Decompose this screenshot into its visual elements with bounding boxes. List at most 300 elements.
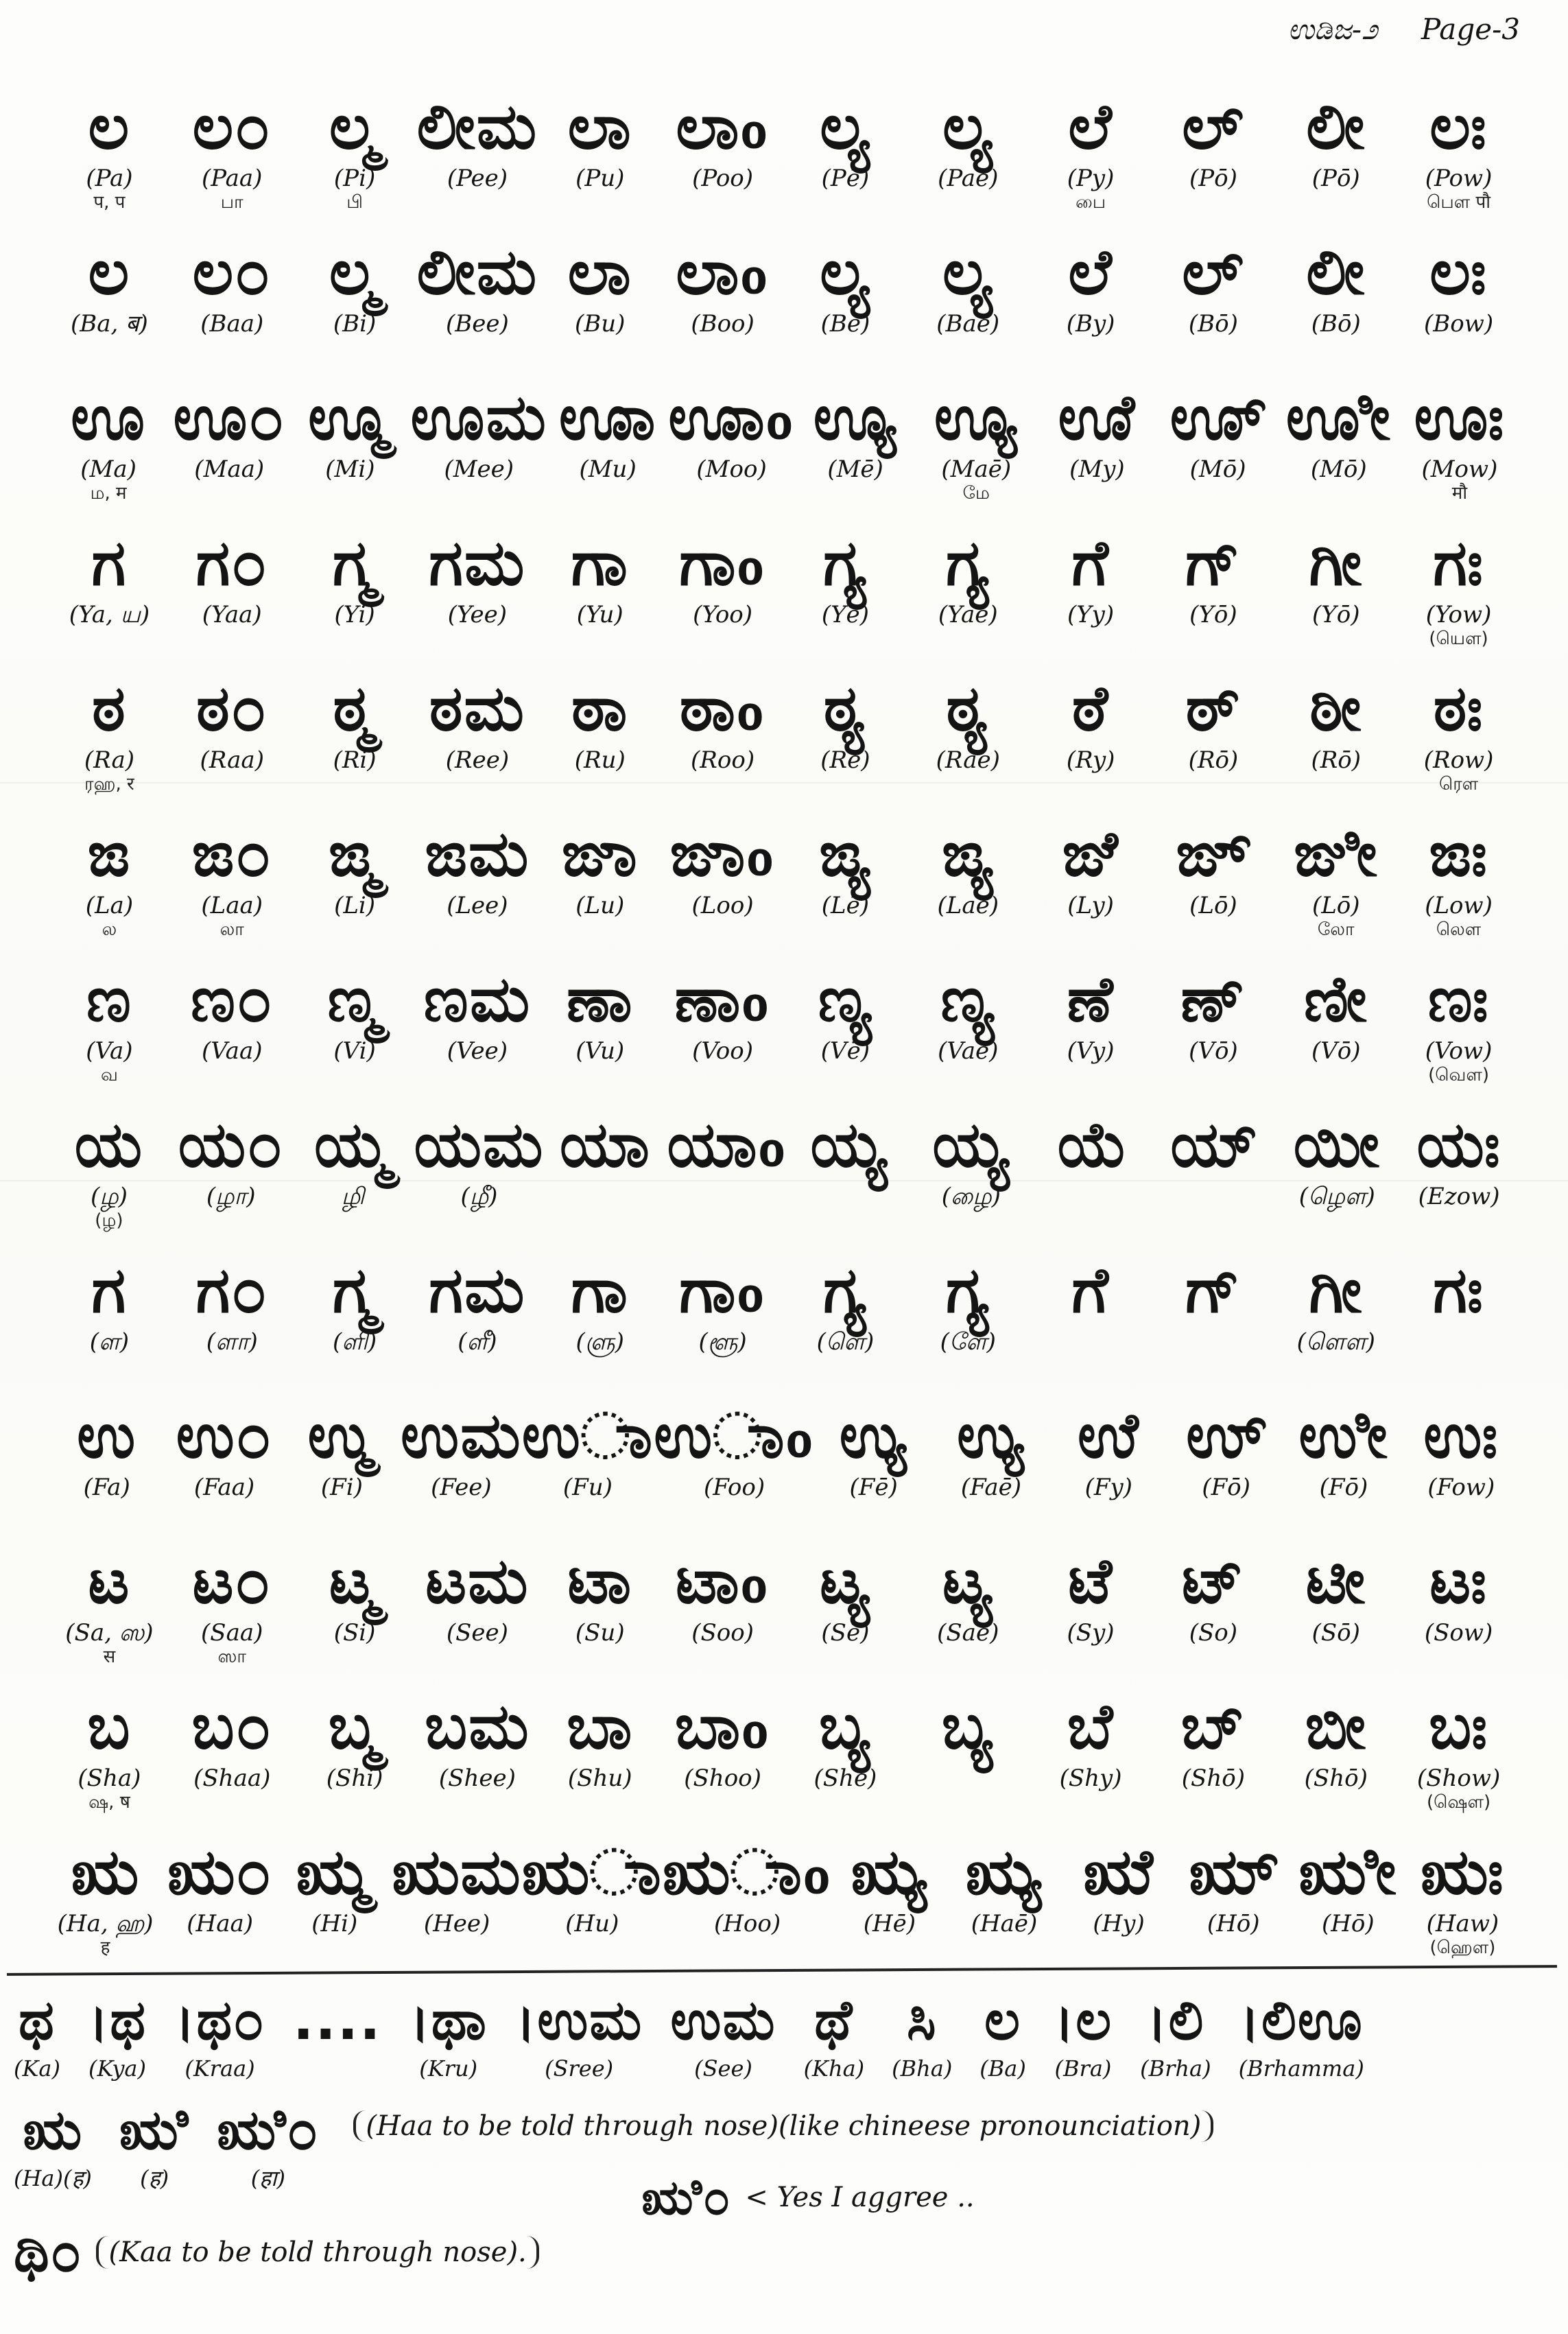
syllable-label: (Pō): [1311, 165, 1360, 192]
syllable-cell: [171, 816, 294, 962]
syllable-label: (Show): [1416, 1765, 1501, 1792]
syllable-cell: [1157, 380, 1278, 526]
syllable-label: (Ba, ब): [71, 310, 148, 338]
syllable-glyph: ಬ: [87, 1690, 132, 1763]
syllable-label: (Shē): [813, 1765, 877, 1792]
syllable-label: (Pē): [821, 165, 870, 192]
syllable-label: (Vō): [1311, 1037, 1361, 1065]
conjunct-cell: [14, 2096, 92, 2192]
syllable-cell: [1030, 962, 1152, 1107]
syllable-label: (Mō): [1310, 456, 1367, 483]
syllable-glyph: ಊ೦: [173, 381, 285, 454]
syllable-glyph: ಠ್ಮ: [333, 672, 377, 745]
syllable-cell: [1397, 671, 1520, 816]
syllable-label: (Bō): [1188, 310, 1238, 338]
syllable-cell: [294, 1689, 416, 1835]
syllable-cell: [784, 89, 907, 235]
syllable-glyph: ಲ: [88, 235, 131, 309]
syllable-cell: [289, 380, 410, 526]
syllable-glyph: ಉ್ಮ: [307, 1399, 377, 1472]
syllable-cell: [661, 816, 784, 962]
conjunct-label: (Brhamma): [1238, 2055, 1364, 2082]
syllable-cell: [171, 89, 294, 235]
syllable-label: (Lō): [1311, 892, 1360, 919]
syllable-label: (Pow): [1425, 165, 1493, 192]
syllable-label: (Bi): [333, 310, 377, 338]
conjunct-label: (See): [694, 2055, 752, 2082]
syllable-glyph: ಋಾ₀: [662, 1835, 833, 1909]
syllable-annotation: (ழ): [95, 1210, 123, 1231]
syllable-cell: [171, 526, 294, 671]
syllable-label: (Shy): [1059, 1765, 1122, 1792]
syllable-annotation: स: [103, 1647, 116, 1667]
syllable-glyph: ಋ೦: [167, 1835, 273, 1909]
page-number: Page-3: [1421, 12, 1520, 46]
syllable-label: (Yee): [447, 601, 508, 628]
syllable-row: [48, 526, 1520, 671]
syllable-label: (ளௌ): [1296, 1328, 1375, 1356]
conjunct-glyph: ।ಥ೦: [174, 1988, 265, 2052]
syllable-label: (ளீ): [458, 1328, 497, 1356]
syllable-label: (Ra): [84, 746, 134, 774]
syllable-annotation: ரஹ, र: [84, 774, 134, 794]
syllable-glyph: ಠ: [92, 672, 127, 745]
syllable-label: (Poo): [692, 165, 754, 192]
syllable-label: (Shee): [438, 1765, 516, 1792]
syllable-glyph: ಊ್ಯ: [813, 381, 898, 454]
syllable-label: (Ya, ய): [69, 601, 150, 628]
syllable-glyph: ಉಾ₀: [654, 1399, 815, 1472]
syllable-glyph: ಊ್: [1169, 381, 1266, 454]
syllable-cell: [784, 526, 907, 671]
syllable-label: (Shō): [1181, 1765, 1245, 1792]
syllable-cell: [522, 1398, 654, 1544]
syllable-label: (Pō): [1189, 165, 1237, 192]
conjunct-cell: [1239, 1986, 1364, 2082]
syllable-annotation: பா: [220, 192, 243, 213]
syllable-cell: [663, 1835, 832, 1980]
conjunct-label: (Ha)(ह): [14, 2165, 92, 2191]
syllable-label: (Yy): [1067, 601, 1115, 628]
syllable-label: (Roo): [691, 746, 755, 774]
syllable-cell: [1167, 1398, 1285, 1544]
syllable-glyph: ಠೆ: [1071, 672, 1110, 745]
conjunct-cell: [217, 2096, 319, 2192]
syllable-cell: [294, 671, 416, 816]
syllable-glyph: ಲ್: [1182, 90, 1245, 163]
syllable-glyph: ಟೆ: [1068, 1544, 1114, 1618]
syllable-glyph: ಲೆ: [1068, 235, 1113, 309]
syllable-glyph: ಣಮ: [423, 963, 532, 1036]
conjunct-cell: [979, 1986, 1026, 2082]
syllable-cell: [1397, 816, 1520, 962]
syllable-label: (Lō): [1189, 892, 1237, 919]
syllable-glyph: ಣ್ಯ: [940, 963, 996, 1036]
syllable-cell: [1274, 1544, 1397, 1689]
conjunct-label: (Ka): [14, 2055, 60, 2082]
syllable-glyph: ಋಾ: [521, 1835, 663, 1909]
syllable-label: (Pi): [333, 165, 376, 192]
syllable-glyph: ಙೀ: [1294, 817, 1379, 891]
syllable-glyph: ಙಃ: [1429, 817, 1488, 891]
conjunct-glyph: ಋ: [23, 2098, 83, 2162]
syllable-annotation: லா: [219, 919, 244, 940]
conjunct-label: (Brha): [1140, 2055, 1211, 2082]
syllable-cell: [907, 89, 1030, 235]
syllable-row: [48, 235, 1520, 380]
syllable-cell: [294, 235, 416, 380]
syllable-label: (Vaa): [201, 1037, 263, 1065]
syllable-label: (Fō): [1319, 1474, 1368, 1501]
syllable-label: (Vy): [1067, 1037, 1115, 1065]
syllable-cell: [1062, 1835, 1176, 1980]
syllable-label: (Bu): [575, 310, 626, 338]
syllable-glyph: ಗ೦: [195, 1253, 268, 1327]
syllable-glyph: ಲೀ: [1306, 235, 1366, 309]
syllable-label: (Sō): [1311, 1619, 1360, 1647]
syllable-cell: [1152, 671, 1274, 816]
syllable-label: (Yu): [576, 601, 623, 628]
syllable-glyph: ಙ್ಯ: [941, 817, 995, 891]
syllable-label: (Shoo): [684, 1765, 761, 1792]
syllable-cell: [292, 1107, 414, 1253]
syllable-glyph: ಗೀ: [1309, 1253, 1364, 1327]
syllable-label: (ழை): [941, 1183, 1001, 1210]
syllable-cell: [1403, 1398, 1520, 1544]
syllable-label: (Maē): [941, 456, 1012, 483]
syllable-annotation: (யௌ): [1429, 628, 1488, 649]
syllable-glyph: ಙ್ಯ: [819, 817, 872, 891]
syllable-label: (Li): [334, 892, 376, 919]
syllable-cell: [907, 816, 1030, 962]
syllable-cell: [661, 671, 784, 816]
syllable-glyph: ಲೀಮ: [416, 235, 538, 309]
agree-note: < Yes I aggree ..: [745, 2182, 975, 2213]
syllable-cell: [907, 1544, 1030, 1689]
syllable-cell: [1152, 526, 1274, 671]
syllable-cell: [1399, 380, 1520, 526]
syllable-cell: [416, 1253, 538, 1398]
syllable-cell: [654, 1398, 815, 1544]
syllable-glyph: ಗೀ: [1309, 526, 1364, 600]
syllable-label: (Lē): [821, 892, 870, 919]
syllable-cell: [947, 1835, 1061, 1980]
syllable-label: (Su): [575, 1619, 625, 1647]
syllable-label: (Ru): [574, 746, 626, 774]
syllable-label: (Hi): [311, 1910, 358, 1937]
syllable-label: (Ri): [333, 746, 377, 774]
syllable-glyph: ಋೆ: [1083, 1835, 1154, 1909]
syllable-label: (Rō): [1311, 746, 1362, 774]
syllable-glyph: ಣ: [86, 963, 133, 1036]
syllable-label: (ழௌ): [1298, 1183, 1375, 1210]
syllable-cell: [48, 816, 171, 962]
syllable-cell: [48, 1689, 171, 1835]
kaa-row: [14, 2218, 1554, 2287]
syllable-label: (Sow): [1424, 1619, 1493, 1647]
syllable-cell: [784, 671, 907, 816]
syllable-glyph: ಗ್: [1185, 1253, 1242, 1327]
syllable-glyph: ಲಃ: [1429, 235, 1488, 309]
syllable-label: (Vow): [1425, 1037, 1493, 1065]
header-code: ಉಡಿಜ-೨: [1287, 12, 1378, 46]
syllable-label: (Pa): [86, 165, 133, 192]
syllable-label: (Yae): [938, 601, 998, 628]
syllable-glyph: ಣಾ: [566, 963, 634, 1036]
syllable-label: (Hy): [1093, 1910, 1145, 1937]
syllable-glyph: ಗಃ: [1433, 526, 1484, 600]
syllable-glyph: ಙ: [87, 817, 132, 891]
syllable-label: (Mu): [579, 456, 637, 483]
syllable-label: (Baē): [936, 310, 1000, 338]
conjunct-label: (Bra): [1054, 2055, 1112, 2082]
syllable-cell: [784, 1689, 907, 1835]
syllable-glyph: ಲ್ಮ: [329, 90, 381, 163]
syllable-glyph: ಗಃ: [1433, 1253, 1484, 1327]
syllable-label: (Fy): [1084, 1474, 1132, 1501]
conjunct-cell: [14, 1986, 60, 2082]
syllable-row: [48, 1835, 1520, 1980]
syllable-annotation: (வௌ): [1428, 1065, 1489, 1085]
syllable-label: (Mow): [1421, 456, 1498, 483]
syllable-glyph: ಗ್ಮ: [332, 1253, 377, 1327]
syllable-label: (Lee): [447, 892, 508, 919]
syllable-cell: [48, 89, 171, 235]
syllable-glyph: ಙಮ: [425, 817, 530, 891]
syllable-cell: [294, 962, 416, 1107]
syllable-glyph: ಲ್ಯ: [820, 235, 871, 309]
syllable-glyph: ಗ್ಯ: [823, 1253, 868, 1327]
alphabet-table: [48, 89, 1520, 1980]
syllable-row: [48, 89, 1520, 235]
syllable-cell: [932, 1398, 1049, 1544]
syllable-glyph: ಗಾ: [571, 526, 629, 600]
syllable-glyph: ಋ್ಯ: [851, 1835, 929, 1909]
syllable-glyph: ಠಾ₀: [679, 672, 766, 745]
syllable-glyph: ಲಃ: [1429, 90, 1488, 163]
syllable-label: (ழீ): [460, 1183, 498, 1210]
syllable-label: (By): [1066, 310, 1115, 338]
syllable-label: (Soo): [691, 1619, 754, 1647]
syllable-cell: [392, 1835, 521, 1980]
syllable-cell: [1274, 962, 1397, 1107]
syllable-label: (My): [1069, 456, 1125, 483]
syllable-label: (Ry): [1066, 746, 1115, 774]
syllable-glyph: ಊ್ಯ: [934, 381, 1019, 454]
syllable-annotation: ல: [102, 919, 117, 940]
conjunct-cell: [804, 1986, 865, 2082]
syllable-annotation: (ஹௌ): [1429, 1937, 1496, 1958]
conjunct-cell: [670, 1986, 776, 2082]
syllable-cell: [1030, 1253, 1152, 1398]
syllable-cell: [538, 1253, 661, 1398]
syllable-cell: [907, 1253, 1030, 1398]
syllable-cell: [661, 235, 784, 380]
syllable-label: (Va): [86, 1037, 133, 1065]
syllable-glyph: ಲೀಮ: [416, 90, 538, 163]
syllable-cell: [815, 1398, 932, 1544]
syllable-label: (Mō): [1189, 456, 1246, 483]
syllable-annotation: வ: [100, 1065, 118, 1085]
syllable-label: (Vō): [1189, 1037, 1238, 1065]
syllable-annotation: ह: [100, 1937, 110, 1958]
syllable-glyph: ಋ್ಮ: [296, 1835, 373, 1909]
syllable-label: (Laa): [201, 892, 263, 919]
syllable-glyph: ಋ್ಯ: [965, 1835, 1043, 1909]
syllable-glyph: ಗ್ಯ: [946, 1253, 990, 1327]
syllable-label: (Yoo): [693, 601, 753, 628]
syllable-label: (ழ): [90, 1183, 128, 1210]
syllable-cell: [1152, 1544, 1274, 1689]
syllable-row: [48, 1107, 1520, 1253]
syllable-cell: [661, 962, 784, 1107]
conjunct-label: (Kya): [88, 2055, 146, 2082]
conjunct-label: (ह): [140, 2165, 169, 2191]
syllable-glyph: ಲ್ಮ: [329, 235, 381, 309]
syllable-label: (Rē): [820, 746, 870, 774]
syllable-cell: [907, 1689, 1030, 1835]
kaa-note: (Kaa to be told through nose).: [96, 2236, 538, 2269]
syllable-label: (Vaē): [938, 1037, 999, 1065]
syllable-label: (Hee): [423, 1910, 490, 1937]
conjunct-cell: [174, 1986, 265, 2082]
syllable-row: [48, 1398, 1520, 1544]
syllable-glyph: ಗ: [91, 1253, 128, 1327]
syllable-cell: [1152, 816, 1274, 962]
syllable-label: (Bee): [446, 310, 509, 338]
syllable-cell: [1397, 526, 1520, 671]
syllable-row: [48, 962, 1520, 1107]
syllable-cell: [1291, 1835, 1405, 1980]
syllable-cell: [1030, 1689, 1152, 1835]
syllable-row: [48, 671, 1520, 816]
syllable-label: (Vee): [447, 1037, 508, 1065]
syllable-cell: [1397, 962, 1520, 1107]
syllable-glyph: ಙ೦: [191, 817, 272, 891]
syllable-cell: [661, 1689, 784, 1835]
syllable-label: (Foo): [703, 1474, 765, 1501]
syllable-glyph: ಬಮ: [425, 1690, 530, 1763]
syllable-label: (Boo): [691, 310, 755, 338]
syllable-cell: [163, 1835, 277, 1980]
syllable-label: (Yō): [1312, 601, 1360, 628]
conjunct-label: (Bha): [892, 2055, 953, 2082]
syllable-cell: [48, 1835, 163, 1980]
syllable-glyph: ಋಮ: [392, 1835, 522, 1909]
conjunct-glyph: ।ಥಾ: [409, 1988, 488, 2052]
syllable-cell: [784, 816, 907, 962]
syllable-cell: [1152, 235, 1274, 380]
syllable-label: (Low): [1425, 892, 1493, 919]
conjunct-cell: [293, 1986, 382, 2055]
syllable-label: (Bō): [1311, 310, 1361, 338]
conjunct-glyph: ಉಮ: [670, 1988, 776, 2052]
conjunct-glyph: ಋಿ೦: [217, 2098, 320, 2162]
syllable-annotation: ரௌ: [1439, 774, 1479, 794]
syllable-cell: [171, 1544, 294, 1689]
syllable-annotation: மே: [962, 483, 990, 504]
syllable-glyph: ಗೆ: [1071, 526, 1110, 600]
syllable-glyph: ಊಾ₀: [668, 381, 795, 454]
syllable-label: (Fē): [849, 1474, 898, 1501]
conjunct-glyph: ಥ: [19, 1988, 56, 2052]
syllable-glyph: ಗ್ಯ: [946, 526, 990, 600]
syllable-label: (Saa): [201, 1619, 263, 1647]
syllable-cell: [1030, 1544, 1152, 1689]
syllable-cell: [48, 1107, 170, 1253]
syllable-cell: [1279, 380, 1399, 526]
syllable-label: (ளே): [940, 1328, 996, 1356]
syllable-glyph: ಲ: [88, 90, 131, 163]
syllable-glyph: ಬ್ಮ: [328, 1690, 381, 1763]
syllable-row: [48, 1544, 1520, 1689]
syllable-glyph: ಉ೦: [176, 1399, 273, 1472]
syllable-label: (ள): [89, 1328, 130, 1356]
syllable-glyph: ಋಃ: [1421, 1835, 1505, 1909]
syllable-glyph: ಲ೦: [192, 235, 272, 309]
syllable-glyph: ಟ್: [1181, 1544, 1245, 1618]
syllable-cell: [416, 671, 538, 816]
syllable-label: (Hō): [1321, 1910, 1375, 1937]
syllable-label: (Ezow): [1418, 1183, 1500, 1210]
syllable-glyph: ಗ್ಯ: [823, 526, 868, 600]
syllable-label: (Voo): [692, 1037, 754, 1065]
syllable-glyph: ಲ್: [1182, 235, 1245, 309]
syllable-glyph: ಯೆ: [1057, 1108, 1129, 1181]
conjunct-cell: [119, 2096, 189, 2192]
syllable-cell: [1032, 1107, 1154, 1253]
syllable-label: (Raa): [200, 746, 264, 774]
syllable-glyph: ಣ್: [1180, 963, 1246, 1036]
syllable-label: (Haa): [187, 1910, 254, 1937]
conjunct-glyph: ಋಿ: [119, 2098, 190, 2162]
syllable-label: (La): [85, 892, 134, 919]
syllable-annotation: ம, म: [90, 483, 127, 504]
syllable-glyph: ಗ್: [1185, 526, 1242, 600]
syllable-annotation: பௌ पौ: [1427, 192, 1490, 213]
syllable-glyph: ಲ್ಯ: [820, 90, 871, 163]
conjunct-label: (Kru): [419, 2055, 478, 2082]
conjunct-cell: [88, 1986, 147, 2082]
syllable-annotation: मौ: [1451, 483, 1468, 504]
agree-glyph: ಋಿ೦: [641, 2169, 732, 2226]
syllable-cell: [661, 526, 784, 671]
conjunct-cell: [515, 1986, 643, 2082]
syllable-glyph: ಊಮ: [410, 381, 548, 454]
syllable-label: (ளா): [206, 1328, 258, 1356]
syllable-glyph: ಲ೦: [192, 90, 272, 163]
syllable-cell: [1152, 1253, 1274, 1398]
syllable-label: (Vi): [333, 1037, 376, 1065]
syllable-glyph: ಊೀ: [1285, 381, 1392, 454]
syllable-glyph: ಊ್ಮ: [308, 381, 392, 454]
syllable-label: (Yi): [334, 601, 375, 628]
syllable-cell: [1274, 526, 1397, 671]
syllable-label: (Fu): [562, 1474, 613, 1501]
syllable-cell: [666, 1107, 788, 1253]
syllable-label: (Haw): [1426, 1910, 1499, 1937]
syllable-glyph: ಗ೦: [195, 526, 268, 600]
syllable-label: (Lu): [575, 892, 625, 919]
syllable-label: (Yē): [821, 601, 869, 628]
syllable-label: (Sha): [78, 1765, 141, 1792]
syllable-cell: [170, 1107, 292, 1253]
syllable-cell: [788, 1107, 910, 1253]
syllable-glyph: ಣಾ₀: [674, 963, 771, 1036]
syllable-annotation: ஸா: [217, 1647, 246, 1667]
conjunct-row: [14, 1986, 1554, 2082]
syllable-cell: [1397, 1253, 1520, 1398]
